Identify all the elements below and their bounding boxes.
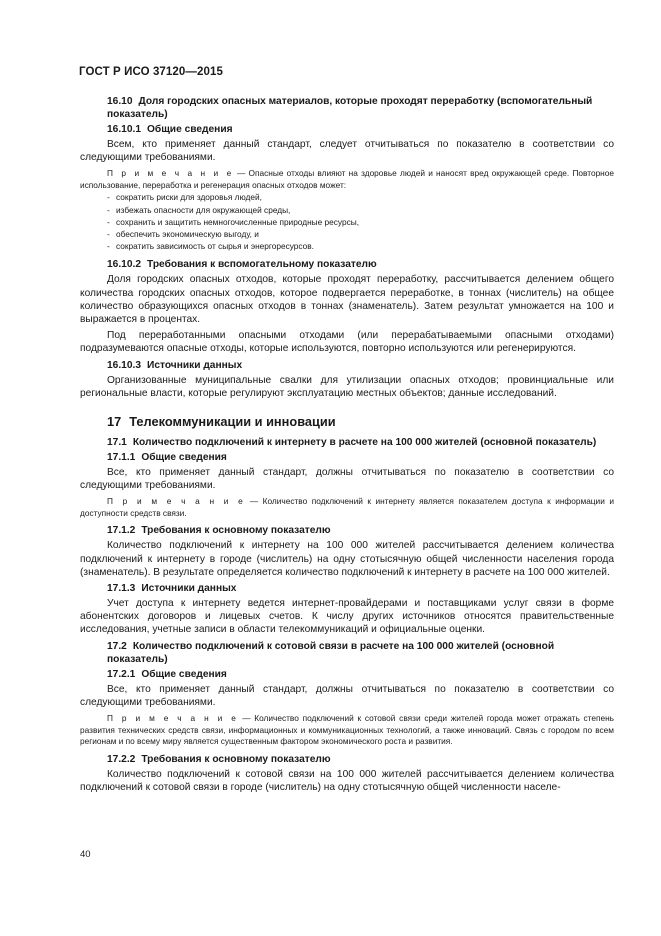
paragraph: Все, кто применяет данный стандарт, должны отчитываться по показателю в соответствии со следующими требованиями.	[80, 467, 614, 492]
section-title: Общие сведения	[147, 124, 233, 135]
paragraph: Количество подключений к интернету на 100 000 жителей рассчитывается делением количества подключений к интернету в городе (числитель) на одну стотысячную общей численности населения города (знаменатель). В результате определяется количество подключений к интернету в расчете на 100 000 жителей.	[80, 540, 614, 578]
section-title: Требования к вспомогательному показателю	[147, 259, 377, 271]
section-heading-17-1	[80, 436, 614, 449]
note	[80, 713, 614, 748]
paragraph: Организованные муниципальные свалки для утилизации опасных отходов; провинциальные или региональные власти, которые регулируют эксплуатацию местных объектов; данные исследований.	[80, 374, 614, 399]
section-heading-16-10-2	[80, 258, 614, 271]
section-title: Доля городских опасных материалов, которые проходят переработку (вспомогательный показатель)	[107, 96, 593, 120]
note	[80, 168, 614, 191]
paragraph: Под переработанными опасными отходами (или перерабатываемыми опасными отходами) подразумеваются опасные отходы, которые используются, повторно используются или регенерируются.	[80, 330, 614, 355]
section-title: Требования к основному показателю	[141, 525, 331, 537]
section-number: 17.2.2	[107, 753, 136, 765]
chapter-number: 17	[107, 414, 122, 430]
section-heading-17-1-1	[80, 451, 614, 464]
section-title: Источники данных	[141, 583, 237, 595]
paragraph: Все, кто применяет данный стандарт, должны отчитываться по показателю в соответствии со следующими требованиями.	[80, 683, 614, 708]
section-heading-16-10-3	[80, 359, 614, 372]
note-text: — Количество подключений к интернету является показателем доступа к информации и доступности средств связи.	[80, 496, 614, 518]
section-number: 17.1.2	[107, 525, 136, 537]
section-number: 17.1	[107, 437, 127, 449]
section-heading-17-1-2	[80, 524, 614, 537]
section-number: 16.10	[107, 96, 133, 107]
document-body	[80, 95, 614, 797]
list-item: - сохранить и защитить немногочисленные природные ресурсы,	[107, 216, 360, 227]
section-title: Общие сведения	[141, 452, 227, 464]
paragraph: Количество подключений к сотовой связи на 100 000 жителей рассчитывается делением количества подключений к сотовой связи в городе (числитель) на одну стотысячную общей численности населе-	[80, 768, 614, 793]
document-header: ГОСТ Р ИСО 37120—2015	[79, 66, 224, 78]
list-item: - сократить зависимость от сырья и энергоресурсов.	[107, 241, 314, 252]
section-title: Количество подключений к интернету в расчете на 100 000 жителей (основной показатель)	[132, 437, 597, 449]
section-number: 16.10.3	[107, 359, 141, 371]
section-title: Требования к основному показателю	[141, 753, 331, 765]
note-text: — Количество подключений к сотовой связи среди жителей города может отражать степень развития технических средств связи, информационных и коммуникационных технологий, а также инноваций. Связь с городом по всем регионам и по всему миру является существенным фактором экономического роста и развития.	[80, 713, 614, 747]
section-number: 17.2.1	[107, 668, 136, 680]
list-item: - избежать опасности для окружающей среды,	[107, 204, 291, 215]
section-heading-17-2-1	[80, 668, 614, 681]
chapter-heading-17	[80, 414, 614, 430]
section-heading-16-10-1	[80, 123, 614, 136]
note-label: П р и м е ч а н и е	[107, 496, 246, 507]
paragraph: Всем, кто применяет данный стандарт, следует отчитываться по показателю в соответствии со следующими требованиями.	[80, 139, 614, 164]
page-number: 40	[80, 849, 91, 860]
section-number: 17.2	[107, 640, 127, 652]
section-heading-17-1-3	[80, 582, 614, 595]
section-heading-17-2-2	[80, 753, 614, 766]
list-item: - сократить риски для здоровья людей,	[107, 192, 262, 203]
section-title: Источники данных	[147, 359, 243, 371]
note-label: П р и м е ч а н и е	[107, 168, 234, 179]
note-label: П р и м е ч а н и е	[107, 713, 239, 724]
section-number: 17.1.3	[107, 583, 136, 595]
section-title: Общие сведения	[141, 668, 227, 680]
paragraph: Доля городских опасных отходов, которые проходят переработку, рассчитывается делением общего количества городских опасных отходов, которое подвергается переработке, в тоннах (числитель) на общее количество образующихся опасных отходов в тоннах (знаменатель). Затем результат умножается на 100 и выражается в процентах.	[80, 274, 614, 326]
note-text: — Опасные отходы влияют на здоровье людей и наносят вред окружающей среде. Повторное использование, переработка и регенерация опасных отходов может:	[80, 168, 614, 190]
bullet-list	[80, 191, 614, 252]
section-number: 16.10.1	[107, 124, 141, 135]
chapter-title: Телекоммуникации и инновации	[129, 414, 336, 430]
section-number: 17.1.1	[107, 452, 136, 464]
list-item: - обеспечить экономическую выгоду, и	[107, 229, 259, 240]
note	[80, 496, 614, 519]
paragraph: Учет доступа к интернету ведется интернет-провайдерами и поставщиками услуг связи в форме абонентских договоров и лицевых счетов. К числу других источников относятся правительственные исследования, учетные записи в области телекоммуникаций и официальные оценки.	[80, 598, 614, 636]
section-heading-16-10	[80, 95, 614, 121]
section-number: 16.10.2	[107, 259, 141, 271]
section-heading-17-2	[80, 640, 614, 666]
section-title: Количество подключений к сотовой связи в расчете на 100 000 жителей (основной показатель)	[107, 640, 555, 665]
